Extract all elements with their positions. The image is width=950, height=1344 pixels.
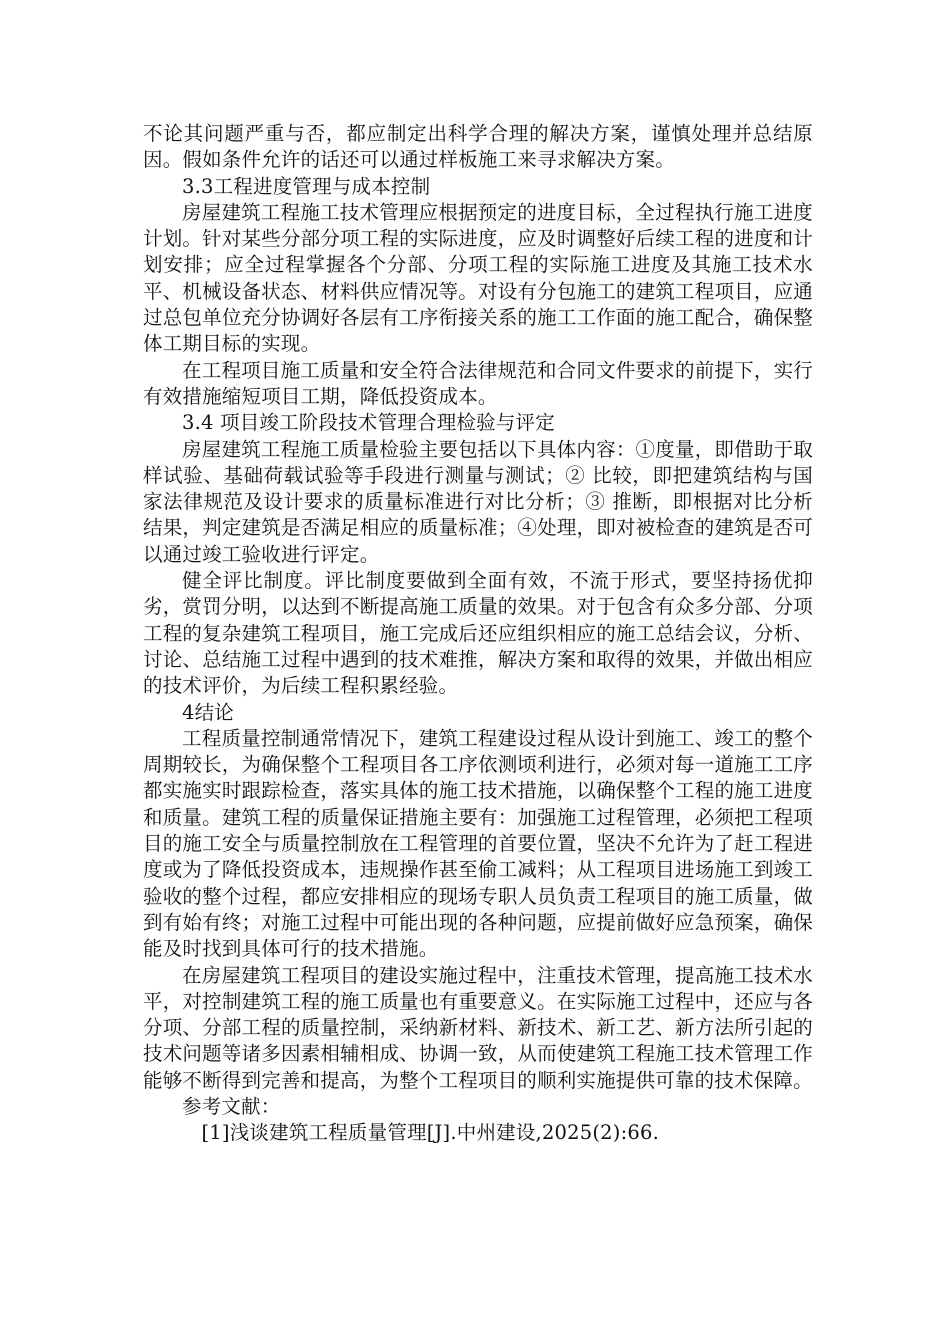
reference-item: [1]浅谈建筑工程质量管理[J].中州建设,2025(2):66. xyxy=(201,1121,659,1145)
paragraph-continuation: 不论其问题严重与否，都应制定出科学合理的解决方案，谨慎处理并总结原因。假如条件允许的话还可以通过样板施工来寻求解决方案。 xyxy=(143,122,813,172)
references-heading: 参考文献： xyxy=(182,1094,281,1118)
section-heading-4: 4结论 xyxy=(182,700,235,724)
section-heading-3-3: 3.3工程进度管理与成本控制 xyxy=(182,174,431,198)
paragraph-schedule-management: 房屋建筑工程施工技术管理应根据预定的进度目标，全过程执行施工进度计划。针对某些分部分项工程的实际进度，应及时调整好后续工程的进度和计划安排；应全过程掌握各个分部、分项工程的实际施工进度及其施工技术水平、机械设备状态、材料供应情况等。对设有分包施工的建筑工程项目，应通过总包单位充分协调好各层有工序衔接关系的施工工作面的施工配合，确保整体工期目标的实现。 xyxy=(143,200,813,356)
document-page xyxy=(143,121,813,1147)
section-heading-3-4: 3.4 项目竣工阶段技术管理合理检验与评定 xyxy=(182,411,555,435)
paragraph-technical-management: 在房屋建筑工程项目的建设实施过程中，注重技术管理，提高施工技术水平，对控制建筑工程的施工质量也有重要意义。在实际施工过程中，还应与各分项、分部工程的质量控制，采纳新材料、新技术、新工艺、新方法所引起的技术问题等诸多因素相辅相成、协调一致，从而使建筑工程施工技术管理工作能够不断得到完善和提高，为整个工程项目的顺利实施提供可靠的技术保障。 xyxy=(143,963,813,1092)
paragraph-quality-inspection: 房屋建筑工程施工质量检验主要包括以下具体内容：①度量，即借助于取样试验、基础荷载试验等手段进行测量与测试；② 比较，即把建筑结构与国家法律规范及设计要求的质量标准进行对比分析；③ 推断，即根据对比分析结果，判定建筑是否满足相应的质量标准；④处理，即对被检查的建筑是否可以通过竣工验收进行评定。 xyxy=(143,437,813,566)
paragraph-quality-control: 工程质量控制通常情况下，建筑工程建设过程从设计到施工、竣工的整个周期较长，为确保整个工程项目各工序依测顷利进行，必须对每一道施工工序都实施实时跟踪检查，落实具体的施工技术措施，以确保整个工程的施工进度和质量。建筑工程的质量保证措施主要有：加强施工过程管理，必须把工程项目的施工安全与质量控制放在工程管理的首要位置，坚决不允许为了赶工程进度或为了降低投资成本，违规操作甚至偷工减料；从工程项目进场施工到竣工验收的整个过程，都应安排相应的现场专职人员负责工程项目的施工质量，做到有始有终；对施工过程中可能出现的各种问题，应提前做好应急预案，确保能及时找到具体可行的技术措施。 xyxy=(143,726,813,961)
paragraph-evaluation-system: 健全评比制度。评比制度要做到全面有效，不流于形式，要坚持扬优抑劣，赏罚分明，以达到不断提高施工质量的效果。对于包含有众多分部、分项工程的复杂建筑工程项目，施工完成后还应组织相应的施工总结会议，分析、讨论、总结施工过程中遇到的技术难推，解决方案和取得的效果，并做出相应的技术评价，为后续工程积累经验。 xyxy=(143,569,813,698)
paragraph-cost-control: 在工程项目施工质量和安全符合法律规范和合同文件要求的前提下，实行有效措施缩短项目工期，降低投资成本。 xyxy=(143,358,813,408)
